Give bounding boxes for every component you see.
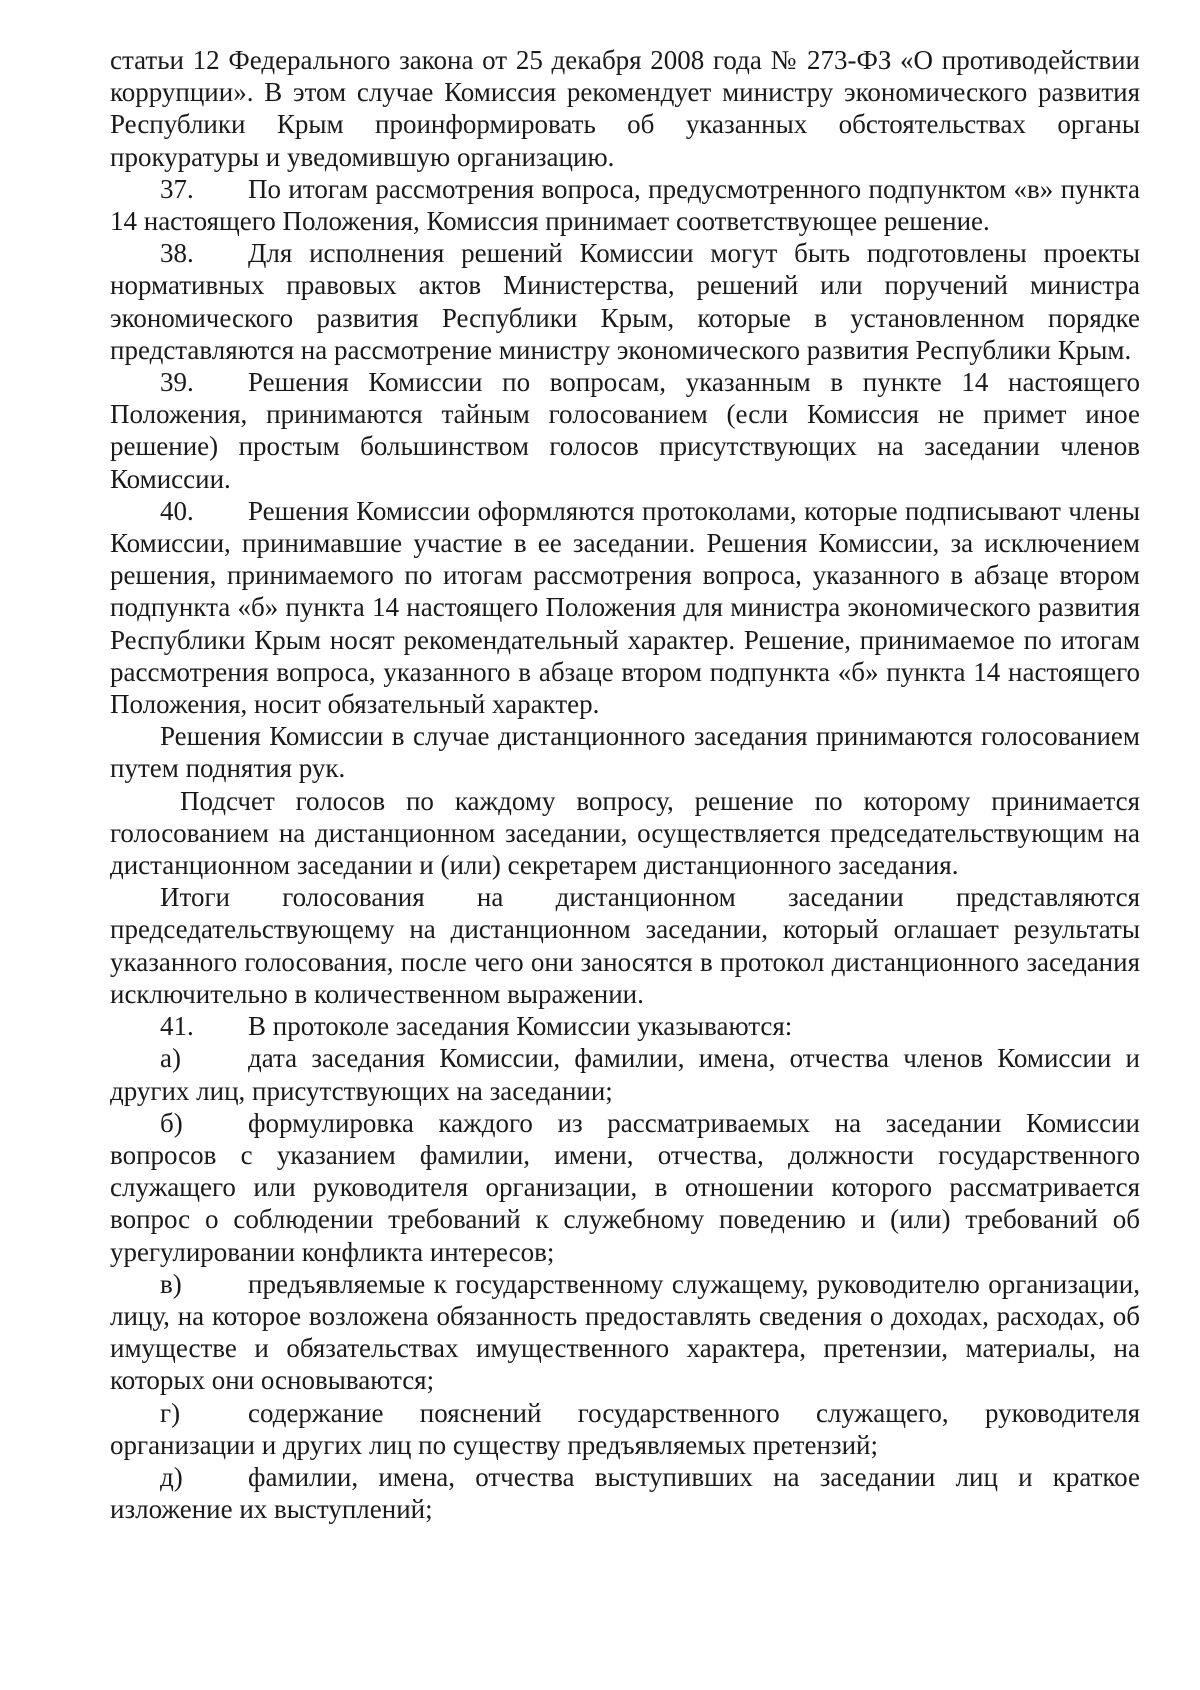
paragraph-number: 40. [160,495,194,526]
subitem-b [110,1107,1140,1268]
paragraph-remote-decisions: Решения Комиссии в случае дистанционного заседания принимаются голосованием путем поднятия рук. [110,721,1140,784]
subitem-d [110,1461,1140,1525]
paragraph-number: 41. [160,1011,194,1042]
paragraph-39 [110,366,1140,495]
paragraph-number: 39. [160,367,194,398]
subitem-text: фамилии, имена, отчества выступивших на заседании лиц и краткое изложение их выступлений; [110,1461,1140,1525]
subitem-text: дата заседания Комиссии, фамилии, имена, отчества членов Комиссии и других лиц, присутствующих на заседании; [110,1043,1140,1106]
subitem-text: формулировка каждого из рассматриваемых на заседании Комиссии вопросов с указанием фамилии, имени, отчества, должности государственного служащего или руководителя организации, в отношении которого рассматривается вопрос о соблюдении требований к служебному поведению и (или) требований об урегулировании конфликта интересов; [110,1107,1140,1267]
subitem-text: содержание пояснений государственного служащего, руководителя организации и других лиц по существу предъявляемых претензий; [110,1397,1140,1460]
subitem-a [110,1042,1140,1106]
paragraph-text: Решения Комиссии оформляются протоколами, которые подписывают члены Комиссии, принимавшие участие в ее заседании. Решения Комиссии, за исключением решения, принимаемого по итогам рассмотрения вопроса, указанного в абзаце втором подпункта «б» пункта 14 настоящего Положения для министра экономического развития Республики Крым носят рекомендательный характер. Решение, принимаемое по итогам рассмотрения вопроса, указанного в абзаце втором подпункта «б» пункта 14 настоящего Положения, носит обязательный характер. [110,495,1140,720]
paragraph-41 [110,1010,1140,1042]
paragraph-vote-count: Подсчет голосов по каждому вопросу, решение по которому принимается голосованием на дистанционном заседании, осуществляется председательствующим на дистанционном заседании и (или) секретарем дистанционного заседания. [110,785,1140,881]
paragraph-40 [110,495,1140,720]
subitem-letter: а) [160,1043,181,1074]
paragraph-text: Для исполнения решений Комиссии могут быть подготовлены проекты нормативных правовых актов Министерства, решений или поручений министра экономического развития Республики Крым, которые в установленном порядке представляются на рассмотрение министру экономического развития Республики Крым. [110,238,1140,365]
subitem-letter: д) [160,1461,183,1492]
subitem-letter: г) [160,1397,181,1428]
subitem-letter: в) [160,1268,182,1299]
paragraph-text: В протоколе заседания Комиссии указываются: [248,1011,793,1042]
subitem-g [110,1397,1140,1461]
paragraph-text: Решения Комиссии по вопросам, указанным в пункте 14 настоящего Положения, принимаются тайным голосованием (если Комиссия не примет иное решение) простым большинством голосов присутствующих на заседании членов Комиссии. [110,367,1140,494]
paragraph-number: 38. [160,238,194,269]
subitem-v [110,1268,1140,1397]
subitem-text: предъявляемые к государственному служащему, руководителю организации, лицу, на которое возложена обязанность предоставлять сведения о доходах, расходах, об имуществе и обязательствах имущественного характера, претензии, материалы, на которых они основываются; [110,1268,1140,1396]
document-page [110,44,1140,1525]
paragraph-results: Итоги голосования на дистанционном заседании представляются председательствующему на дистанционном заседании, который оглашает результаты указанного голосования, после чего они заносятся в протокол дистанционного заседания исключительно в количественном выражении. [110,882,1140,1009]
paragraph-text: По итогам рассмотрения вопроса, предусмотренного подпунктом «в» пункта 14 настоящего Положения, Комиссия принимает соответствующее решение. [110,173,1140,237]
paragraph-37 [110,173,1140,237]
subitem-letter: б) [160,1107,183,1138]
paragraph-number: 37. [160,173,194,204]
paragraph-continuation: статьи 12 Федерального закона от 25 декабря 2008 года № 273-ФЗ «О противодействии коррупции». В этом случае Комиссия рекомендует министру экономического развития Республики Крым проинформировать об указанных обстоятельствах органы прокуратуры и уведомившую организацию. [110,45,1140,172]
paragraph-38 [110,237,1140,366]
